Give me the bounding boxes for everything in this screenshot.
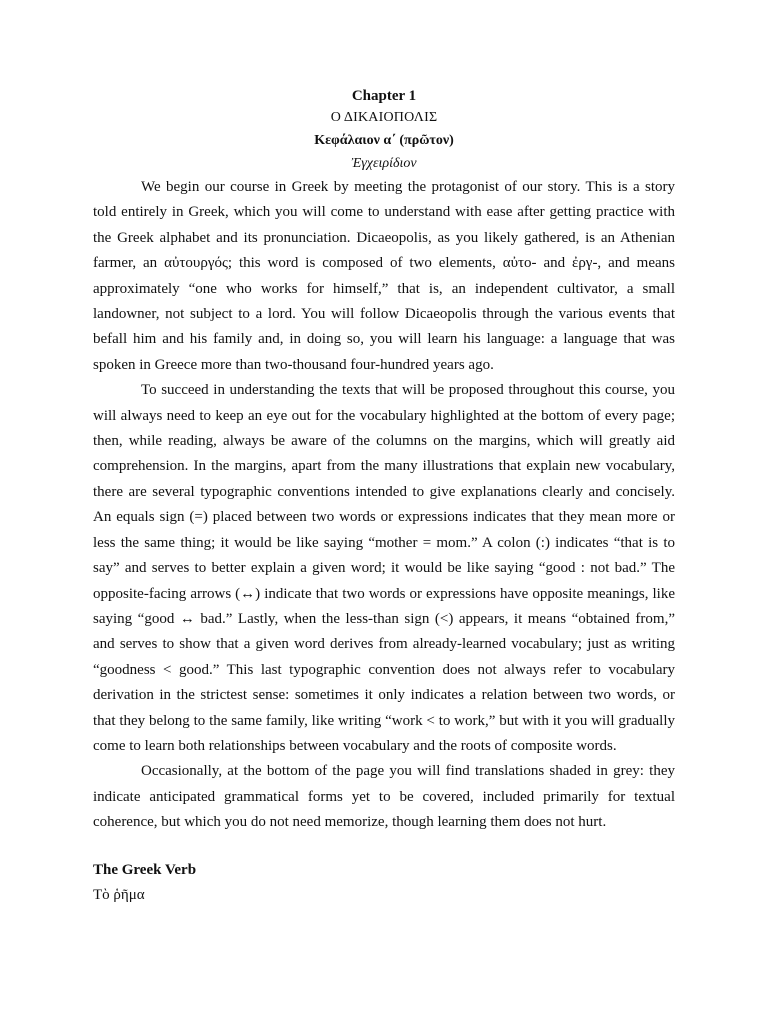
greek-chapter-title: Ο ΔΙΚΑΙΟΠΟΛΙΣ	[330, 110, 438, 125]
section-subtitle: Τὸ ῥῆμα	[93, 886, 145, 903]
paragraph-conventions: To succeed in understanding the texts that will be proposed throughout this course, you will always need to keep an eye out for the vocabulary highlighted at the bottom of every page; then, while reading, always be aware of the columns on the margins, which will greatly aid comprehension. In the margins, apart from the many illustrations that explain new vocabulary, there are several typographic conventions intended to give explanations clearly and concisely. An equals sign (=) placed between two words or expressions indicates that they mean more or less the same thing; it would be like saying “mother = mom.” A colon (:) indicates “that is to say” and serves to better explain a given word; it would be like saying “good : not bad.” The opposite-facing arrows (↔) indicate that two words or expressions have opposite meanings, like saying “good ↔ bad.” Lastly, when the less-than sign (<) appears, it means “obtained from,” and serves to show that a given word derives from already-learned vocabulary; just as writing “goodness < good.” This last typographic convention does not always refer to vocabulary derivation in the strictest sense: sometimes it only indicates a relation between two words, or that they belong to the same family, like writing “work < to work,” but with it you will gradually come to learn both relationships between vocabulary and the roots of composite words.	[93, 382, 675, 754]
paragraph-intro: We begin our course in Greek by meeting the protagonist of our story. This is a story told entirely in Greek, which you will come to understand with ease after getting practice with the Greek alphabet and its pronunciation. Dicaeopolis, as you likely gathered, is an Athenian farmer, an αὐτουργός; this word is composed of two elements, αὐτο- and ἐργ-, and means approximately “one who works for himself,” that is, an independent cultivator, a small landowner, not subject to a lord. You will follow Dicaeopolis through the various events that befall him and his family and, in doing so, you will learn his language: a language that was spoken in Greece more than two-thousand four-hundred years ago.	[93, 179, 675, 373]
chapter-header	[93, 85, 675, 175]
page-content	[93, 85, 675, 908]
kefalaion-heading: Κεφάλαιον α΄ (πρῶτον)	[314, 133, 454, 148]
paragraph-translations: Occasionally, at the bottom of the page you will find translations shaded in grey: they indicate anticipated grammatical forms yet to be covered, included primarily for textual coherence, but which you do not need memorize, though learning them does not hurt.	[93, 763, 675, 831]
encheiridion-heading: Ἐγχειρίδιον	[351, 156, 417, 171]
chapter-title: Chapter 1	[351, 88, 417, 104]
section-title: The Greek Verb	[93, 861, 197, 878]
